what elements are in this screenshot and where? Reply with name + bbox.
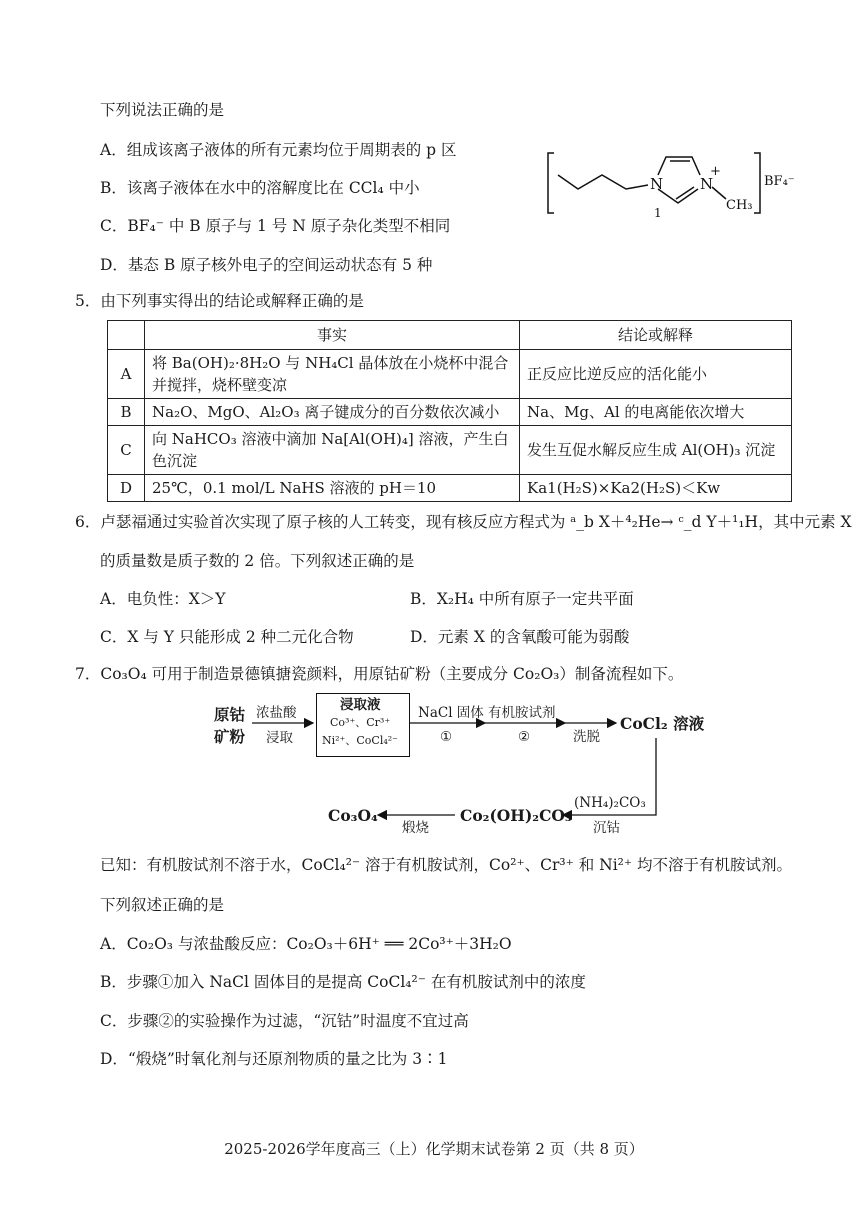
table-header-fact: 事实: [145, 321, 520, 350]
flow-raw1: 原钴: [214, 705, 246, 724]
n2-label: N: [700, 175, 714, 193]
flow-box-line1: Co³⁺、Cr³⁺: [330, 716, 391, 729]
anion-label: BF₄⁻: [764, 174, 795, 189]
flow-product1: CoCl₂ 溶液: [620, 714, 705, 733]
row-label: D: [108, 475, 145, 502]
q6-option-b: B．X₂H₄ 中所有原子一定共平面: [410, 590, 634, 608]
q6-option-a: A．电负性：X＞Y: [100, 590, 226, 608]
q7-option-d: D．“煅烧”时氧化剂与还原剂物质的量之比为 3∶1: [100, 1050, 448, 1068]
flow-step2: ②: [518, 729, 531, 745]
row-label: B: [108, 399, 145, 426]
flow-op4: 沉钴: [593, 820, 620, 836]
q4-option-d: D．基态 B 原子核外电子的空间运动状态有 5 种: [100, 256, 433, 274]
flow-reagent1: 浓盐酸: [256, 705, 297, 721]
methyl-label: CH₃: [726, 198, 753, 213]
q7-option-a: A．Co₂O₃ 与浓盐酸反应：Co₂O₃＋6H⁺ ══ 2Co³⁺＋3H₂O: [100, 935, 512, 953]
q7-known: 已知：有机胺试剂不溶于水，CoCl₄²⁻ 溶于有机胺试剂，Co²⁺、Cr³⁺ 和 Ni²⁺ 均不溶于有机胺试剂。: [100, 856, 792, 874]
row-fact: 25℃，0.1 mol/L NaHS 溶液的 pH＝10: [145, 475, 520, 502]
flow-reagent3: 有机胺试剂: [488, 705, 556, 721]
q4-stem: 下列说法正确的是: [100, 101, 225, 119]
q6-option-d: D．元素 X 的含氧酸可能为弱酸: [410, 628, 630, 646]
flow-box-line2: Ni²⁺、CoCl₄²⁻: [322, 734, 398, 747]
flow-box-title: 浸取液: [340, 697, 381, 713]
row-fact: Na₂O、MgO、Al₂O₃ 离子键成分的百分数依次减小: [145, 399, 520, 426]
charge-label: +: [710, 164, 721, 179]
n-number-label: 1: [654, 206, 662, 220]
table-header-conclusion: 结论或解释: [520, 321, 792, 350]
q4-option-b: B．该离子液体在水中的溶解度比在 CCl₄ 中小: [100, 179, 420, 197]
flow-step1: ①: [440, 729, 453, 745]
row-label: A: [108, 350, 145, 399]
row-fact: 向 NaHCO₃ 溶液中滴加 Na[Al(OH)₄] 溶液，产生白色沉淀: [145, 426, 520, 475]
q4-option-c: C．BF₄⁻ 中 B 原子与 1 号 N 原子杂化类型不相同: [100, 217, 451, 235]
flow-reagent4: (NH₄)₂CO₃: [574, 795, 646, 811]
q7-stem2: 下列叙述正确的是: [100, 896, 225, 914]
q6-stem-line2: 的质量数是质子数的 2 倍。下列叙述正确的是: [100, 552, 415, 570]
flow-reagent2: NaCl 固体: [418, 705, 484, 721]
row-label: C: [108, 426, 145, 475]
flow-op1: 浸取: [266, 730, 293, 746]
row-conclusion: 正反应比逆反应的活化能小: [520, 350, 792, 399]
q7-stem: 7．Co₃O₄ 可用于制造景德镇搪瓷颜料，用原钴矿粉（主要成分 Co₂O₃）制备流程如下。: [75, 665, 684, 683]
row-conclusion: 发生互促水解反应生成 Al(OH)₃ 沉淀: [520, 426, 792, 475]
page-footer: 2025-2026学年度高三（上）化学期末试卷第 2 页（共 8 页）: [224, 1140, 644, 1158]
q5-stem: 5．由下列事实得出的结论或解释正确的是: [75, 292, 364, 310]
n1-label: N: [650, 175, 664, 193]
q6-option-c: C．X 与 Y 只能形成 2 种二元化合物: [100, 628, 354, 646]
row-conclusion: Ka1(H₂S)×Ka2(H₂S)＜Kw: [520, 475, 792, 502]
q6-stem-line1: 6．卢瑟福通过实验首次实现了原子核的人工转变，现有核反应方程式为 ᵃ_b X＋⁴₂He→ ᶜ_d Y＋¹₁H，其中元素 X: [75, 513, 852, 531]
flow-op5: 煅烧: [402, 820, 429, 836]
q4-option-a: A．组成该离子液体的所有元素均位于周期表的 p 区: [100, 141, 457, 159]
row-fact: 将 Ba(OH)₂·8H₂O 与 NH₄Cl 晶体放在小烧杯中混合并搅拌，烧杯壁变凉: [145, 350, 520, 399]
q7-option-c: C．步骤②的实验操作为过滤，“沉钴”时温度不宜过高: [100, 1012, 469, 1030]
row-conclusion: Na、Mg、Al 的电离能依次增大: [520, 399, 792, 426]
q7-option-b: B．步骤①加入 NaCl 固体目的是提高 CoCl₄²⁻ 在有机胺试剂中的浓度: [100, 973, 586, 991]
flow-op3: 洗脱: [573, 729, 600, 745]
arrow-down: [647, 738, 656, 815]
flow-product3: Co₃O₄: [328, 806, 378, 825]
flow-product2: Co₂(OH)₂CO₃: [460, 806, 572, 825]
flow-raw2: 矿粉: [214, 727, 246, 746]
